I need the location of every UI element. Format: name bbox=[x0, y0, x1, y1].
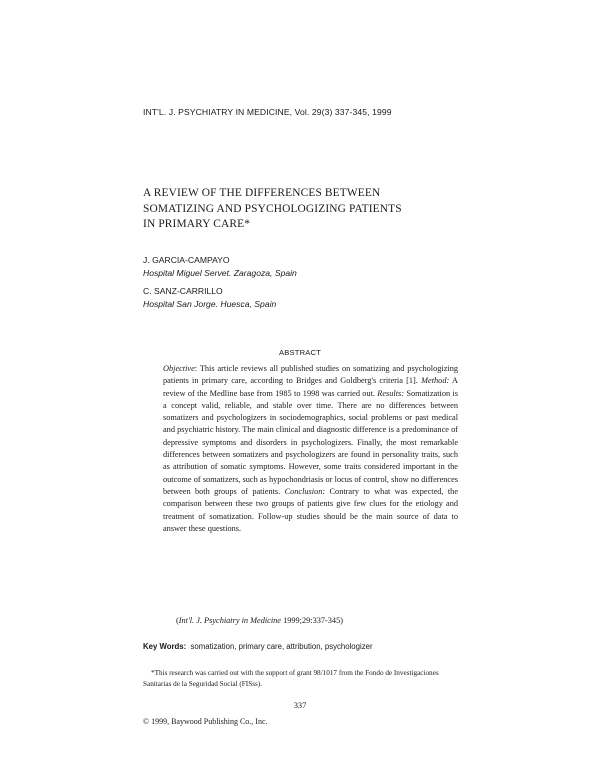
author-affiliation: Hospital Miguel Servet. Zaragoza, Spain bbox=[143, 268, 297, 278]
citation-open: ( bbox=[176, 616, 179, 625]
page-number: 337 bbox=[293, 701, 307, 710]
title-line: SOMATIZING AND PSYCHOLOGIZING PATIENTS bbox=[143, 202, 402, 215]
footnote-line: *This research was carried out with the support of grant 98/1017 from the Fondo de Investigaciones bbox=[151, 669, 439, 677]
running-head: INT'L. J. PSYCHIATRY IN MEDICINE, Vol. 29(3) 337-345, 1999 bbox=[143, 107, 392, 117]
article-title bbox=[143, 186, 463, 233]
footnote bbox=[143, 668, 473, 690]
objective-text: : This article reviews all published studies on somatizing and psychologizing patients in primary care, according to Bridges and Goldberg's criteria [1]. bbox=[163, 364, 458, 386]
method-text: A review of the Medline base from 1985 to 1998 was carried out. bbox=[163, 376, 459, 398]
title-line: A REVIEW OF THE DIFFERENCES BETWEEN bbox=[143, 187, 381, 199]
citation-details: 1999;29:337-345) bbox=[281, 616, 343, 625]
conclusion-text: Contrary to what was expected, the comparison between these two groups of patients give few clues for the etiology and treatment of somatization. Follow-up studies should be the main source of data to answer these questions. bbox=[163, 486, 459, 533]
citation-journal: Int'l. J. Psychiatry in Medicine bbox=[178, 616, 281, 625]
keywords bbox=[143, 642, 373, 651]
author-block bbox=[143, 255, 297, 278]
keywords-text: somatization, primary care, attribution, psychologizer bbox=[190, 642, 373, 651]
method-label: Method: bbox=[421, 376, 450, 386]
keywords-label: Key Words: bbox=[143, 642, 187, 651]
abstract-body bbox=[163, 363, 458, 535]
abstract-heading: ABSTRACT bbox=[278, 348, 322, 357]
abstract-paragraph bbox=[163, 363, 458, 535]
objective-label: Objective bbox=[163, 364, 195, 373]
author-affiliation: Hospital San Jorge. Huesca, Spain bbox=[143, 299, 277, 309]
copyright-notice: © 1999, Baywood Publishing Co., Inc. bbox=[143, 717, 268, 726]
conclusion-label: Conclusion: bbox=[284, 486, 326, 496]
title-line: IN PRIMARY CARE* bbox=[143, 218, 251, 230]
results-label: Results: bbox=[377, 388, 405, 398]
author-name: C. SANZ-CARRILLO bbox=[143, 286, 223, 296]
abstract-citation bbox=[176, 616, 343, 625]
author-block bbox=[143, 286, 276, 309]
results-text: Somatization is a concept valid, reliable, and stable over time. There are no differences between somatizers and psychologizers in sociodemographics, social problems or past medical and psychiatric history. The main clinical and diagnostic difference is a predominance of depressive symptoms and disorders in psychologizers. Finally, the most remarkable differences between somatizers and psychologizers are found in personality traits, such as attribution of somatic symptoms. However, some traits considered important in the outcome of somatizers, such as hypochondriasis or locus of control, show no differences between both groups of patients. bbox=[163, 388, 458, 496]
author-name: J. GARCIA-CAMPAYO bbox=[143, 255, 230, 265]
footnote-line: Sanitarias de la Seguridad Social (FISss). bbox=[143, 680, 262, 688]
